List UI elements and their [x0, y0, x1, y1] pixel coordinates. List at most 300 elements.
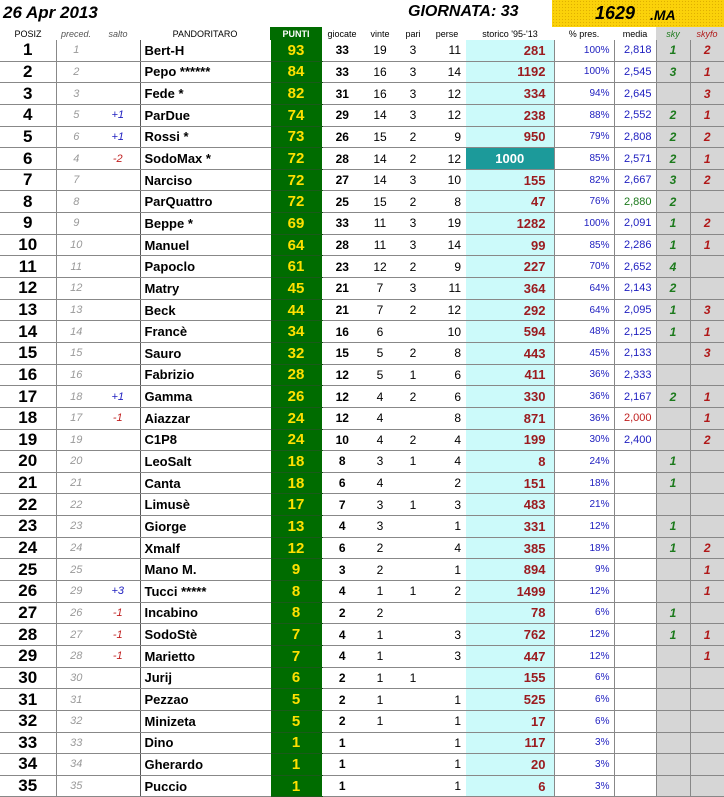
presence-cell: 12% — [554, 624, 614, 646]
history-cell: 1000 — [466, 148, 554, 170]
presence-cell: 30% — [554, 429, 614, 451]
table-row — [0, 754, 724, 776]
played-cell: 3 — [322, 559, 362, 581]
won-cell — [362, 754, 398, 776]
col-header-points: PUNTI — [270, 27, 322, 40]
lost-cell: 8 — [428, 342, 466, 364]
top-bar — [0, 0, 724, 27]
played-cell: 28 — [322, 234, 362, 256]
draw-cell: 2 — [398, 191, 428, 213]
won-cell: 1 — [362, 667, 398, 689]
points-cell: 24 — [270, 429, 322, 451]
points-cell: 1 — [270, 732, 322, 754]
played-cell: 1 — [322, 754, 362, 776]
won-cell: 2 — [362, 602, 398, 624]
jump-cell: +1 — [96, 126, 140, 148]
played-cell: 2 — [322, 689, 362, 711]
played-cell: 28 — [322, 148, 362, 170]
previous-position-cell: 21 — [56, 472, 96, 494]
previous-position-cell: 3 — [56, 83, 96, 105]
position-cell: 6 — [0, 148, 56, 170]
previous-position-cell: 32 — [56, 710, 96, 732]
player-name-cell: Fede * — [140, 83, 270, 105]
skyflop-cell: 1 — [690, 234, 724, 256]
history-cell: 8 — [466, 451, 554, 473]
table-row — [0, 321, 724, 343]
won-cell: 6 — [362, 321, 398, 343]
history-cell: 1499 — [466, 581, 554, 603]
table-row — [0, 689, 724, 711]
points-cell: 9 — [270, 559, 322, 581]
history-cell: 155 — [466, 169, 554, 191]
presence-cell: 64% — [554, 299, 614, 321]
draw-cell: 3 — [398, 104, 428, 126]
table-row — [0, 732, 724, 754]
draw-cell — [398, 559, 428, 581]
jump-cell — [96, 516, 140, 538]
average-cell: 2,818 — [614, 40, 656, 61]
lost-cell: 2 — [428, 472, 466, 494]
presence-cell: 18% — [554, 537, 614, 559]
played-cell: 31 — [322, 83, 362, 105]
draw-cell: 1 — [398, 667, 428, 689]
presence-cell: 12% — [554, 645, 614, 667]
played-cell: 12 — [322, 364, 362, 386]
table-row — [0, 624, 724, 646]
average-cell: 2,571 — [614, 148, 656, 170]
table-row — [0, 407, 724, 429]
skyflop-cell — [690, 689, 724, 711]
points-cell: 7 — [270, 645, 322, 667]
history-cell: 411 — [466, 364, 554, 386]
skyflop-cell — [690, 667, 724, 689]
average-cell: 2,167 — [614, 386, 656, 408]
table-row — [0, 299, 724, 321]
player-name-cell: Marietto — [140, 645, 270, 667]
draw-cell: 2 — [398, 148, 428, 170]
matchday-label: GIORNATA: 33 — [408, 3, 519, 20]
average-cell: 2,645 — [614, 83, 656, 105]
draw-cell: 2 — [398, 386, 428, 408]
sky-cell — [656, 342, 690, 364]
jump-cell — [96, 710, 140, 732]
skyflop-cell — [690, 256, 724, 278]
average-cell — [614, 645, 656, 667]
lost-cell: 10 — [428, 169, 466, 191]
col-header-lost: perse — [435, 28, 459, 39]
history-cell: 281 — [466, 40, 554, 61]
played-cell: 21 — [322, 299, 362, 321]
jump-cell: +1 — [96, 386, 140, 408]
jump-cell — [96, 83, 140, 105]
history-cell: 199 — [466, 429, 554, 451]
previous-position-cell: 23 — [56, 516, 96, 538]
position-cell: 23 — [0, 516, 56, 538]
draw-cell: 1 — [398, 581, 428, 603]
history-cell: 443 — [466, 342, 554, 364]
table-row — [0, 104, 724, 126]
previous-position-cell: 10 — [56, 234, 96, 256]
jump-cell — [96, 256, 140, 278]
sky-cell: 1 — [656, 451, 690, 473]
skyflop-cell: 2 — [690, 213, 724, 235]
previous-position-cell: 33 — [56, 732, 96, 754]
sky-cell: 1 — [656, 602, 690, 624]
presence-cell: 12% — [554, 516, 614, 538]
played-cell: 27 — [322, 169, 362, 191]
player-name-cell: Giorge — [140, 516, 270, 538]
points-cell: 32 — [270, 342, 322, 364]
draw-cell: 2 — [398, 429, 428, 451]
average-cell — [614, 710, 656, 732]
played-cell: 8 — [322, 451, 362, 473]
won-cell: 14 — [362, 169, 398, 191]
position-cell: 15 — [0, 342, 56, 364]
skyflop-cell — [690, 732, 724, 754]
average-cell: 2,091 — [614, 213, 656, 235]
table-row — [0, 775, 724, 797]
presence-cell: 64% — [554, 278, 614, 300]
points-cell: 72 — [270, 169, 322, 191]
jump-cell — [96, 191, 140, 213]
draw-cell — [398, 472, 428, 494]
skyflop-cell: 2 — [690, 40, 724, 61]
played-cell: 1 — [322, 775, 362, 797]
history-cell: 385 — [466, 537, 554, 559]
player-name-cell: Aiazzar — [140, 407, 270, 429]
skyflop-cell — [690, 710, 724, 732]
player-name-cell: C1P8 — [140, 429, 270, 451]
won-cell: 1 — [362, 645, 398, 667]
won-cell — [362, 732, 398, 754]
jump-cell: -1 — [96, 624, 140, 646]
jump-cell — [96, 234, 140, 256]
draw-cell: 3 — [398, 213, 428, 235]
table-row — [0, 61, 724, 83]
presence-cell: 79% — [554, 126, 614, 148]
played-cell: 33 — [322, 40, 362, 61]
table-row — [0, 83, 724, 105]
history-cell: 334 — [466, 83, 554, 105]
previous-position-cell: 9 — [56, 213, 96, 235]
played-cell: 26 — [322, 126, 362, 148]
previous-position-cell: 35 — [56, 775, 96, 797]
average-value: 1629 — [595, 3, 636, 23]
col-header-prev: preced. — [60, 28, 92, 39]
sky-cell — [656, 429, 690, 451]
previous-position-cell: 1 — [56, 40, 96, 61]
average-cell — [614, 754, 656, 776]
player-name-cell: LeoSalt — [140, 451, 270, 473]
col-header-presence: % pres. — [568, 28, 600, 39]
jump-cell — [96, 689, 140, 711]
won-cell: 14 — [362, 104, 398, 126]
lost-cell — [428, 602, 466, 624]
presence-cell: 36% — [554, 364, 614, 386]
skyflop-cell: 1 — [690, 645, 724, 667]
won-cell: 1 — [362, 710, 398, 732]
lost-cell: 1 — [428, 710, 466, 732]
points-cell: 1 — [270, 775, 322, 797]
history-cell: 1282 — [466, 213, 554, 235]
sky-cell: 2 — [656, 278, 690, 300]
lost-cell: 4 — [428, 429, 466, 451]
presence-cell: 6% — [554, 689, 614, 711]
previous-position-cell: 4 — [56, 148, 96, 170]
won-cell: 7 — [362, 278, 398, 300]
presence-cell: 82% — [554, 169, 614, 191]
sky-cell: 2 — [656, 104, 690, 126]
won-cell: 16 — [362, 61, 398, 83]
history-cell: 117 — [466, 732, 554, 754]
previous-position-cell: 13 — [56, 299, 96, 321]
average-cell — [614, 451, 656, 473]
sky-cell: 1 — [656, 234, 690, 256]
previous-position-cell: 6 — [56, 126, 96, 148]
points-cell: 24 — [270, 407, 322, 429]
player-name-cell: Narciso — [140, 169, 270, 191]
player-name-cell: Canta — [140, 472, 270, 494]
previous-position-cell: 22 — [56, 494, 96, 516]
played-cell: 4 — [322, 624, 362, 646]
played-cell: 2 — [322, 667, 362, 689]
presence-cell: 6% — [554, 602, 614, 624]
points-cell: 82 — [270, 83, 322, 105]
draw-cell: 3 — [398, 61, 428, 83]
position-cell: 18 — [0, 407, 56, 429]
played-cell: 6 — [322, 537, 362, 559]
lost-cell: 3 — [428, 494, 466, 516]
won-cell: 7 — [362, 299, 398, 321]
points-cell: 12 — [270, 537, 322, 559]
position-cell: 33 — [0, 732, 56, 754]
points-cell: 73 — [270, 126, 322, 148]
won-cell: 19 — [362, 40, 398, 61]
skyflop-cell: 2 — [690, 126, 724, 148]
history-cell: 155 — [466, 667, 554, 689]
player-name-cell: Puccio — [140, 775, 270, 797]
presence-cell: 100% — [554, 40, 614, 61]
table-row — [0, 169, 724, 191]
presence-cell: 36% — [554, 407, 614, 429]
sky-cell: 4 — [656, 256, 690, 278]
player-name-cell: Dino — [140, 732, 270, 754]
history-cell: 483 — [466, 494, 554, 516]
skyflop-cell: 1 — [690, 407, 724, 429]
played-cell: 12 — [322, 386, 362, 408]
jump-cell — [96, 364, 140, 386]
lost-cell — [428, 667, 466, 689]
player-name-cell: Rossi * — [140, 126, 270, 148]
jump-cell — [96, 321, 140, 343]
jump-cell — [96, 40, 140, 61]
previous-position-cell: 18 — [56, 386, 96, 408]
position-cell: 34 — [0, 754, 56, 776]
player-name-cell: Pepo ****** — [140, 61, 270, 83]
position-cell: 32 — [0, 710, 56, 732]
lost-cell: 11 — [428, 278, 466, 300]
jump-cell — [96, 213, 140, 235]
won-cell: 1 — [362, 689, 398, 711]
position-cell: 12 — [0, 278, 56, 300]
history-cell: 364 — [466, 278, 554, 300]
table-row — [0, 234, 724, 256]
average-cell — [614, 689, 656, 711]
won-cell: 2 — [362, 559, 398, 581]
previous-position-cell: 14 — [56, 321, 96, 343]
position-cell: 30 — [0, 667, 56, 689]
position-cell: 16 — [0, 364, 56, 386]
average-cell: 2,125 — [614, 321, 656, 343]
player-name-cell: Fabrizio — [140, 364, 270, 386]
average-cell: 2,545 — [614, 61, 656, 83]
position-cell: 35 — [0, 775, 56, 797]
presence-cell: 21% — [554, 494, 614, 516]
previous-position-cell: 26 — [56, 602, 96, 624]
draw-cell: 1 — [398, 364, 428, 386]
average-cell: 2,552 — [614, 104, 656, 126]
position-cell: 29 — [0, 645, 56, 667]
presence-cell: 100% — [554, 61, 614, 83]
won-cell: 3 — [362, 516, 398, 538]
skyflop-cell: 1 — [690, 148, 724, 170]
table-row — [0, 386, 724, 408]
table-row — [0, 278, 724, 300]
presence-cell: 24% — [554, 451, 614, 473]
lost-cell: 12 — [428, 299, 466, 321]
date-label: 26 Apr 2013 — [3, 3, 98, 22]
previous-position-cell: 27 — [56, 624, 96, 646]
sky-cell: 1 — [656, 516, 690, 538]
history-cell: 6 — [466, 775, 554, 797]
points-cell: 8 — [270, 602, 322, 624]
sky-cell: 2 — [656, 386, 690, 408]
history-cell: 151 — [466, 472, 554, 494]
average-cell: 2,095 — [614, 299, 656, 321]
history-cell: 238 — [466, 104, 554, 126]
points-cell: 69 — [270, 213, 322, 235]
position-cell: 4 — [0, 104, 56, 126]
played-cell: 12 — [322, 407, 362, 429]
played-cell: 2 — [322, 602, 362, 624]
sky-cell — [656, 689, 690, 711]
points-cell: 44 — [270, 299, 322, 321]
points-cell: 28 — [270, 364, 322, 386]
jump-cell — [96, 732, 140, 754]
table-row — [0, 256, 724, 278]
col-header-history: storico '95-'13 — [482, 28, 538, 39]
average-cell — [614, 516, 656, 538]
lost-cell: 9 — [428, 126, 466, 148]
presence-cell: 76% — [554, 191, 614, 213]
player-name-cell: Papoclo — [140, 256, 270, 278]
presence-cell: 70% — [554, 256, 614, 278]
average-cell — [614, 581, 656, 603]
lost-cell: 12 — [428, 104, 466, 126]
player-name-cell: Gamma — [140, 386, 270, 408]
previous-position-cell: 31 — [56, 689, 96, 711]
lost-cell: 12 — [428, 83, 466, 105]
lost-cell: 12 — [428, 148, 466, 170]
jump-cell — [96, 278, 140, 300]
presence-cell: 6% — [554, 710, 614, 732]
jump-cell — [96, 472, 140, 494]
played-cell: 16 — [322, 321, 362, 343]
previous-position-cell: 30 — [56, 667, 96, 689]
points-cell: 74 — [270, 104, 322, 126]
position-cell: 13 — [0, 299, 56, 321]
skyflop-cell — [690, 775, 724, 797]
sky-cell: 1 — [656, 321, 690, 343]
won-cell — [362, 775, 398, 797]
table-row — [0, 364, 724, 386]
player-name-cell: Manuel — [140, 234, 270, 256]
position-cell: 31 — [0, 689, 56, 711]
history-cell: 871 — [466, 407, 554, 429]
average-cell — [614, 602, 656, 624]
player-name-cell: Bert-H — [140, 40, 270, 61]
player-name-cell: Pezzao — [140, 689, 270, 711]
table-row — [0, 213, 724, 235]
position-cell: 20 — [0, 451, 56, 473]
previous-position-cell: 15 — [56, 342, 96, 364]
history-cell: 594 — [466, 321, 554, 343]
played-cell: 7 — [322, 494, 362, 516]
presence-cell: 3% — [554, 732, 614, 754]
table-row — [0, 645, 724, 667]
previous-position-cell: 19 — [56, 429, 96, 451]
player-name-cell: Jurij — [140, 667, 270, 689]
played-cell: 10 — [322, 429, 362, 451]
presence-cell: 9% — [554, 559, 614, 581]
points-cell: 34 — [270, 321, 322, 343]
skyflop-cell: 2 — [690, 169, 724, 191]
jump-cell: +3 — [96, 581, 140, 603]
player-name-cell: ParQuattro — [140, 191, 270, 213]
average-suffix: .MA — [650, 7, 676, 23]
lost-cell: 9 — [428, 256, 466, 278]
points-cell: 17 — [270, 494, 322, 516]
player-name-cell: Mano M. — [140, 559, 270, 581]
skyflop-cell: 3 — [690, 342, 724, 364]
won-cell: 4 — [362, 407, 398, 429]
player-name-cell: Beppe * — [140, 213, 270, 235]
played-cell: 29 — [322, 104, 362, 126]
table-row — [0, 494, 724, 516]
points-cell: 1 — [270, 754, 322, 776]
table-row — [0, 581, 724, 603]
lost-cell: 10 — [428, 321, 466, 343]
lost-cell: 3 — [428, 624, 466, 646]
played-cell: 15 — [322, 342, 362, 364]
previous-position-cell: 12 — [56, 278, 96, 300]
average-cell — [614, 775, 656, 797]
presence-cell: 85% — [554, 148, 614, 170]
presence-cell: 12% — [554, 581, 614, 603]
skyflop-cell — [690, 602, 724, 624]
jump-cell — [96, 494, 140, 516]
player-name-cell: Beck — [140, 299, 270, 321]
draw-cell: 2 — [398, 256, 428, 278]
position-cell: 7 — [0, 169, 56, 191]
played-cell: 33 — [322, 213, 362, 235]
history-cell: 47 — [466, 191, 554, 213]
table-row — [0, 342, 724, 364]
sky-cell — [656, 364, 690, 386]
player-name-cell: Matry — [140, 278, 270, 300]
col-header-sky: sky — [656, 27, 690, 40]
played-cell: 1 — [322, 732, 362, 754]
